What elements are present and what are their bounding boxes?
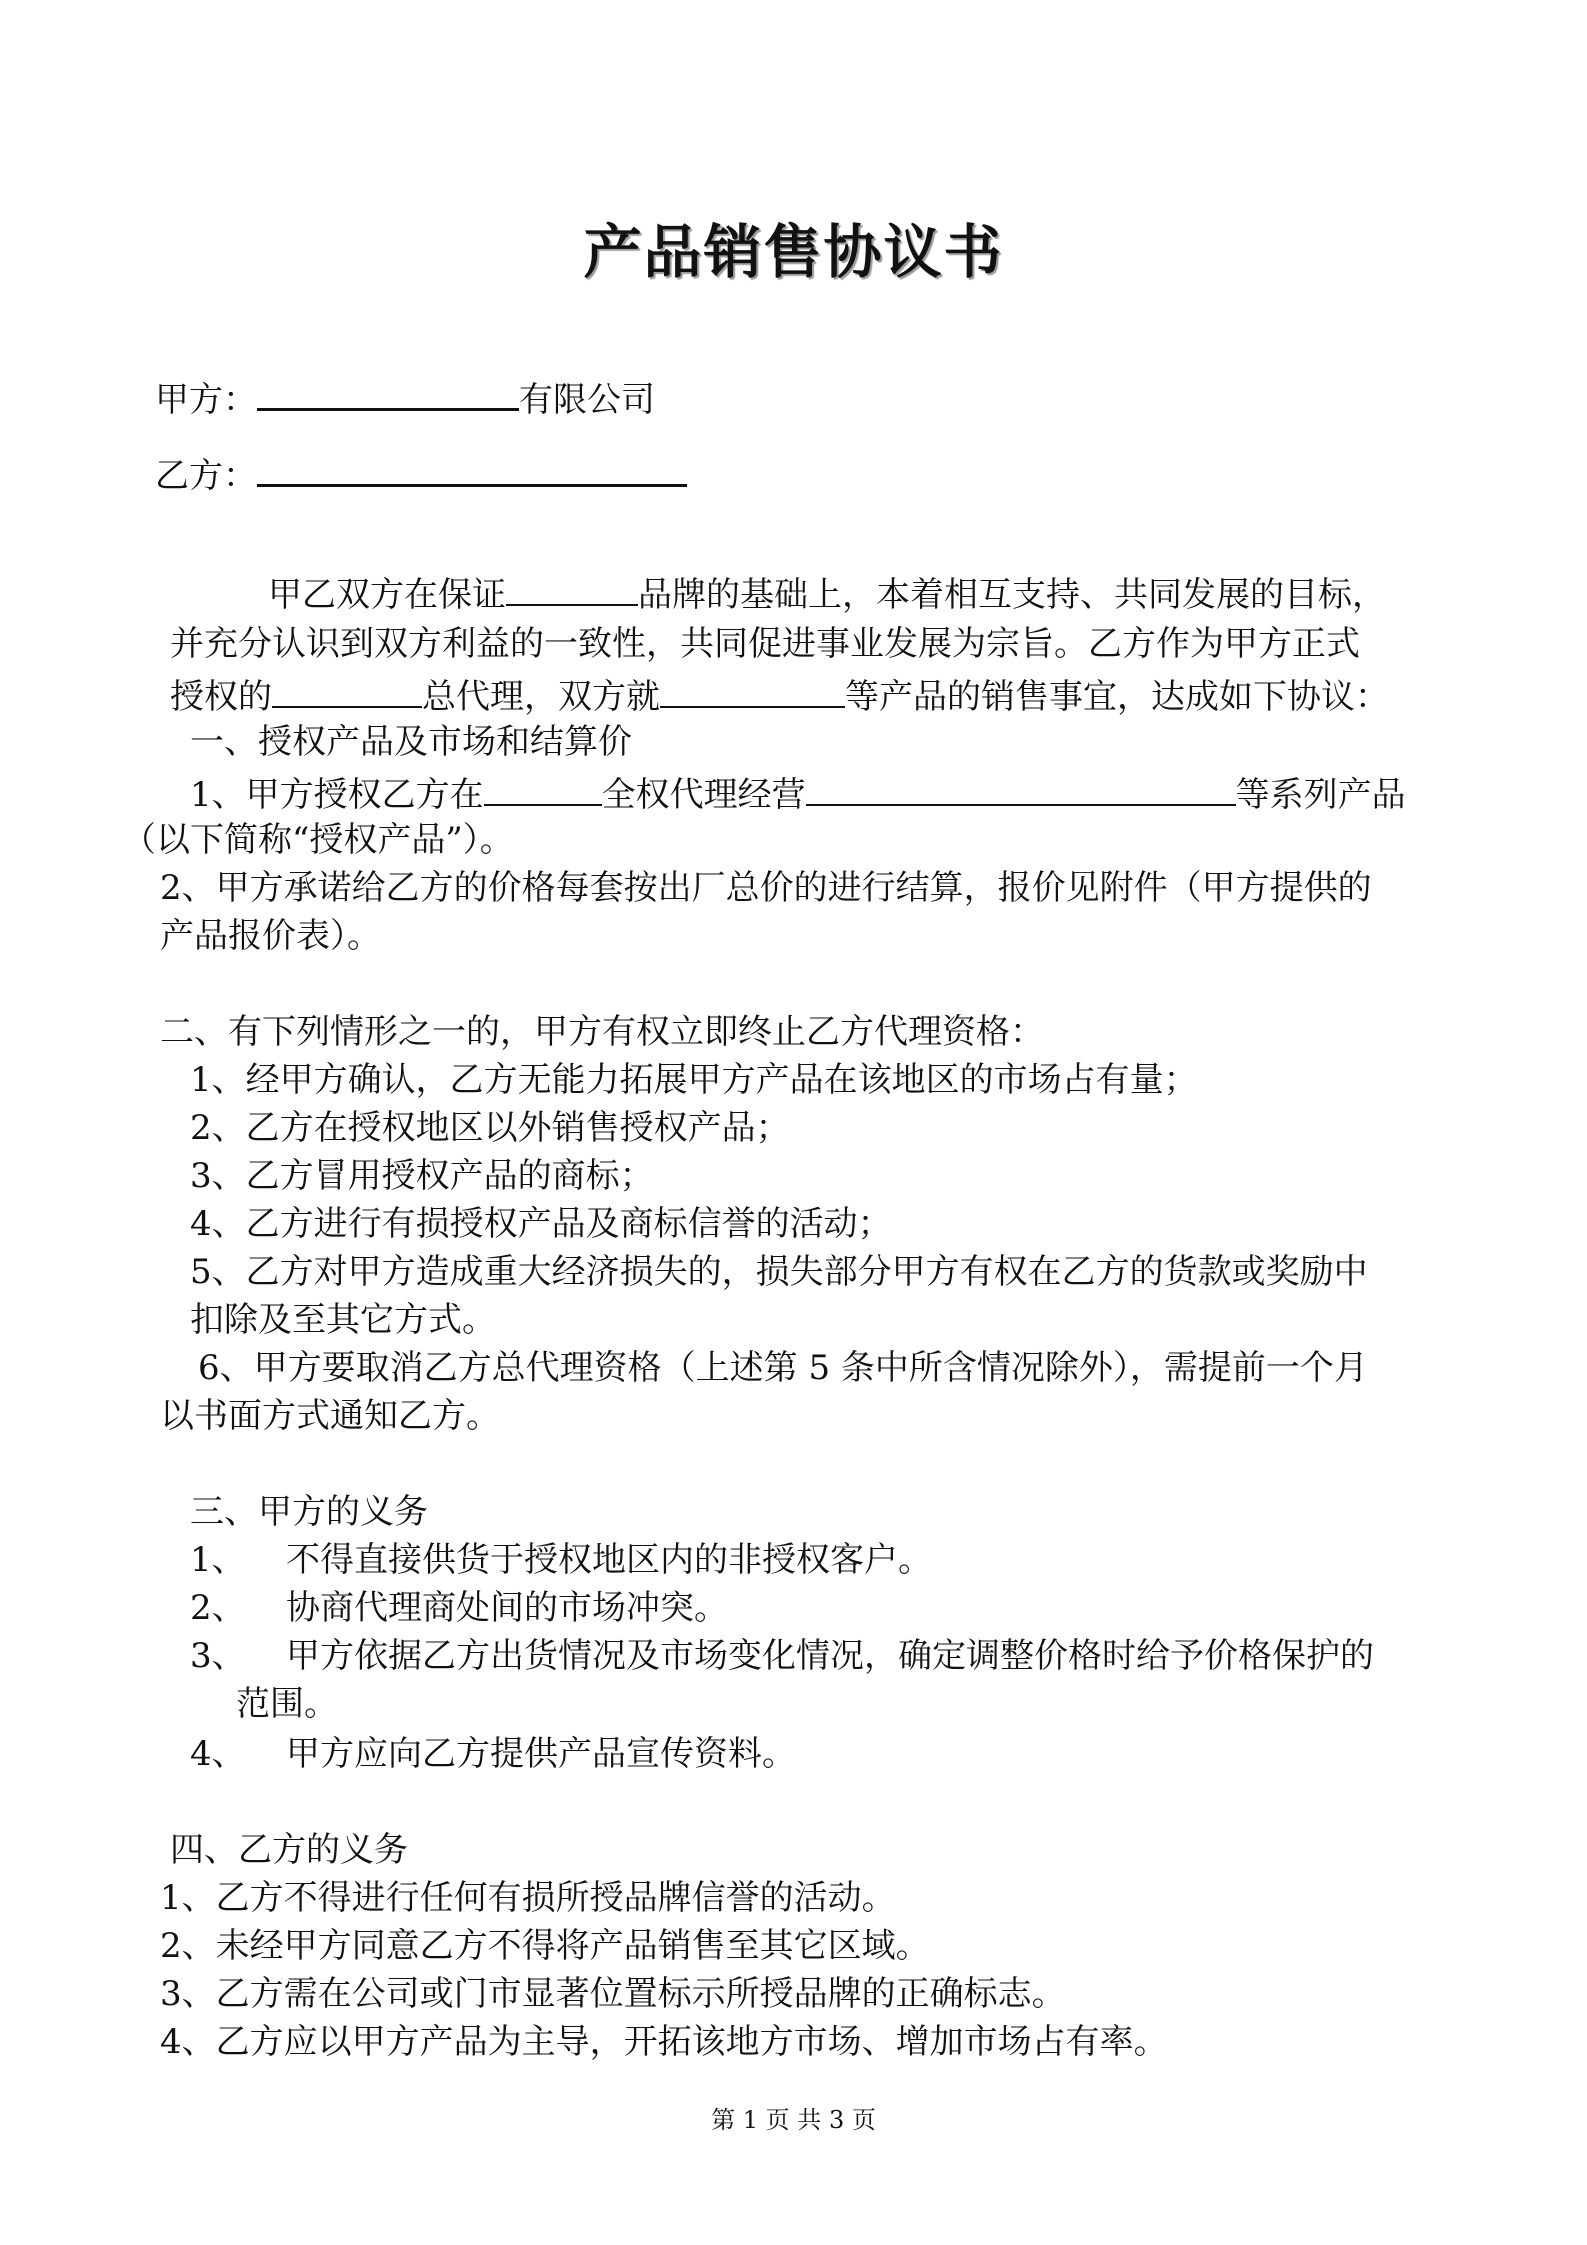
section-3-item-3-cont: 范围。 — [236, 1684, 338, 1724]
section-4-item-2: 2、未经甲方同意乙方不得将产品销售至其它区域。 — [160, 1926, 930, 1966]
series-blank — [806, 772, 1236, 806]
region-blank — [272, 674, 422, 708]
section-1-item-1 — [190, 772, 1406, 815]
party-a-label: 甲方： — [155, 380, 257, 420]
item-text: 全权代理经营 — [601, 775, 806, 815]
section-2-heading: 二、有下列情形之一的，甲方有权立即终止乙方代理资格： — [160, 1012, 1044, 1052]
section-4-item-4: 4、乙方应以甲方产品为主导，开拓该地方市场、增加市场占有率。 — [160, 2022, 1168, 2062]
section-3-item-3: 甲方依据乙方出货情况及市场变化情况，确定调整价格时给予价格保护的 — [286, 1636, 1374, 1676]
section-2-item-6-cont: 以书面方式通知乙方。 — [160, 1396, 500, 1436]
section-1-item-2: 2、甲方承诺给乙方的价格每套按出厂总价的进行结算，报价见附件（甲方提供的 — [160, 868, 1372, 908]
item-text: 等系列产品 — [1235, 775, 1406, 815]
section-1-item-2-cont: 产品报价表）。 — [160, 916, 381, 956]
section-3-item-4-num: 4、 — [190, 1734, 246, 1774]
section-3-item-2: 协商代理商处间的市场冲突。 — [286, 1588, 728, 1628]
brand-blank — [506, 572, 638, 606]
party-a-suffix: 有限公司 — [519, 380, 655, 420]
section-4-item-1: 1、乙方不得进行任何有损所授品牌信誉的活动。 — [160, 1878, 896, 1918]
intro-line-2: 并充分认识到双方利益的一致性，共同促进事业发展为宗旨。乙方作为甲方正式 — [170, 624, 1360, 664]
section-4-item-3: 3、乙方需在公司或门市显著位置标示所授品牌的正确标志。 — [160, 1974, 1066, 2014]
intro-text: 甲乙双方在保证 — [268, 575, 506, 615]
section-3-item-1: 不得直接供货于授权地区内的非授权客户。 — [286, 1540, 932, 1580]
section-1-heading: 一、授权产品及市场和结算价 — [190, 722, 632, 762]
section-2-item-6: 6、甲方要取消乙方总代理资格（上述第 5 条中所含情况除外），需提前一个月 — [198, 1348, 1368, 1388]
party-b-line — [155, 448, 687, 497]
intro-text: 等产品的销售事宜，达成如下协议： — [845, 677, 1389, 717]
section-3-item-4: 甲方应向乙方提供产品宣传资料。 — [286, 1734, 796, 1774]
section-2-item-4: 4、乙方进行有损授权产品及商标信誉的活动； — [190, 1204, 892, 1244]
section-2-item-5-cont: 扣除及至其它方式。 — [190, 1300, 496, 1340]
document-title: 产品销售协议书 — [583, 218, 1004, 286]
party-b-blank — [257, 450, 687, 487]
section-2-item-1: 1、经甲方确认，乙方无能力拓展甲方产品在该地区的市场占有量； — [190, 1060, 1198, 1100]
area-blank — [484, 772, 602, 806]
intro-text: 总代理，双方就 — [422, 677, 660, 717]
page-number-footer: 第 1 页 共 3 页 — [711, 2106, 876, 2134]
section-4-heading: 四、乙方的义务 — [170, 1830, 408, 1870]
intro-line-3 — [170, 674, 1389, 717]
intro-line-1 — [268, 572, 1386, 615]
section-2-item-2: 2、乙方在授权地区以外销售授权产品； — [190, 1108, 790, 1148]
section-3-item-3-num: 3、 — [190, 1636, 246, 1676]
intro-text: 品牌的基础上，本着相互支持、共同发展的目标， — [638, 575, 1386, 615]
party-a-blank — [257, 374, 519, 411]
section-1-item-1-cont: （以下简称“授权产品”）。 — [122, 820, 514, 860]
intro-text: 授权的 — [170, 677, 272, 717]
product-blank — [660, 674, 845, 708]
section-2-item-5: 5、乙方对甲方造成重大经济损失的，损失部分甲方有权在乙方的货款或奖励中 — [190, 1252, 1368, 1292]
section-3-heading: 三、甲方的义务 — [190, 1492, 428, 1532]
section-3-item-1-num: 1、 — [190, 1540, 246, 1580]
party-b-label: 乙方： — [155, 456, 257, 496]
section-3-item-2-num: 2、 — [190, 1588, 246, 1628]
section-2-item-3: 3、乙方冒用授权产品的商标； — [190, 1156, 654, 1196]
item-text: 1、甲方授权乙方在 — [190, 775, 484, 815]
party-a-line — [155, 372, 655, 421]
